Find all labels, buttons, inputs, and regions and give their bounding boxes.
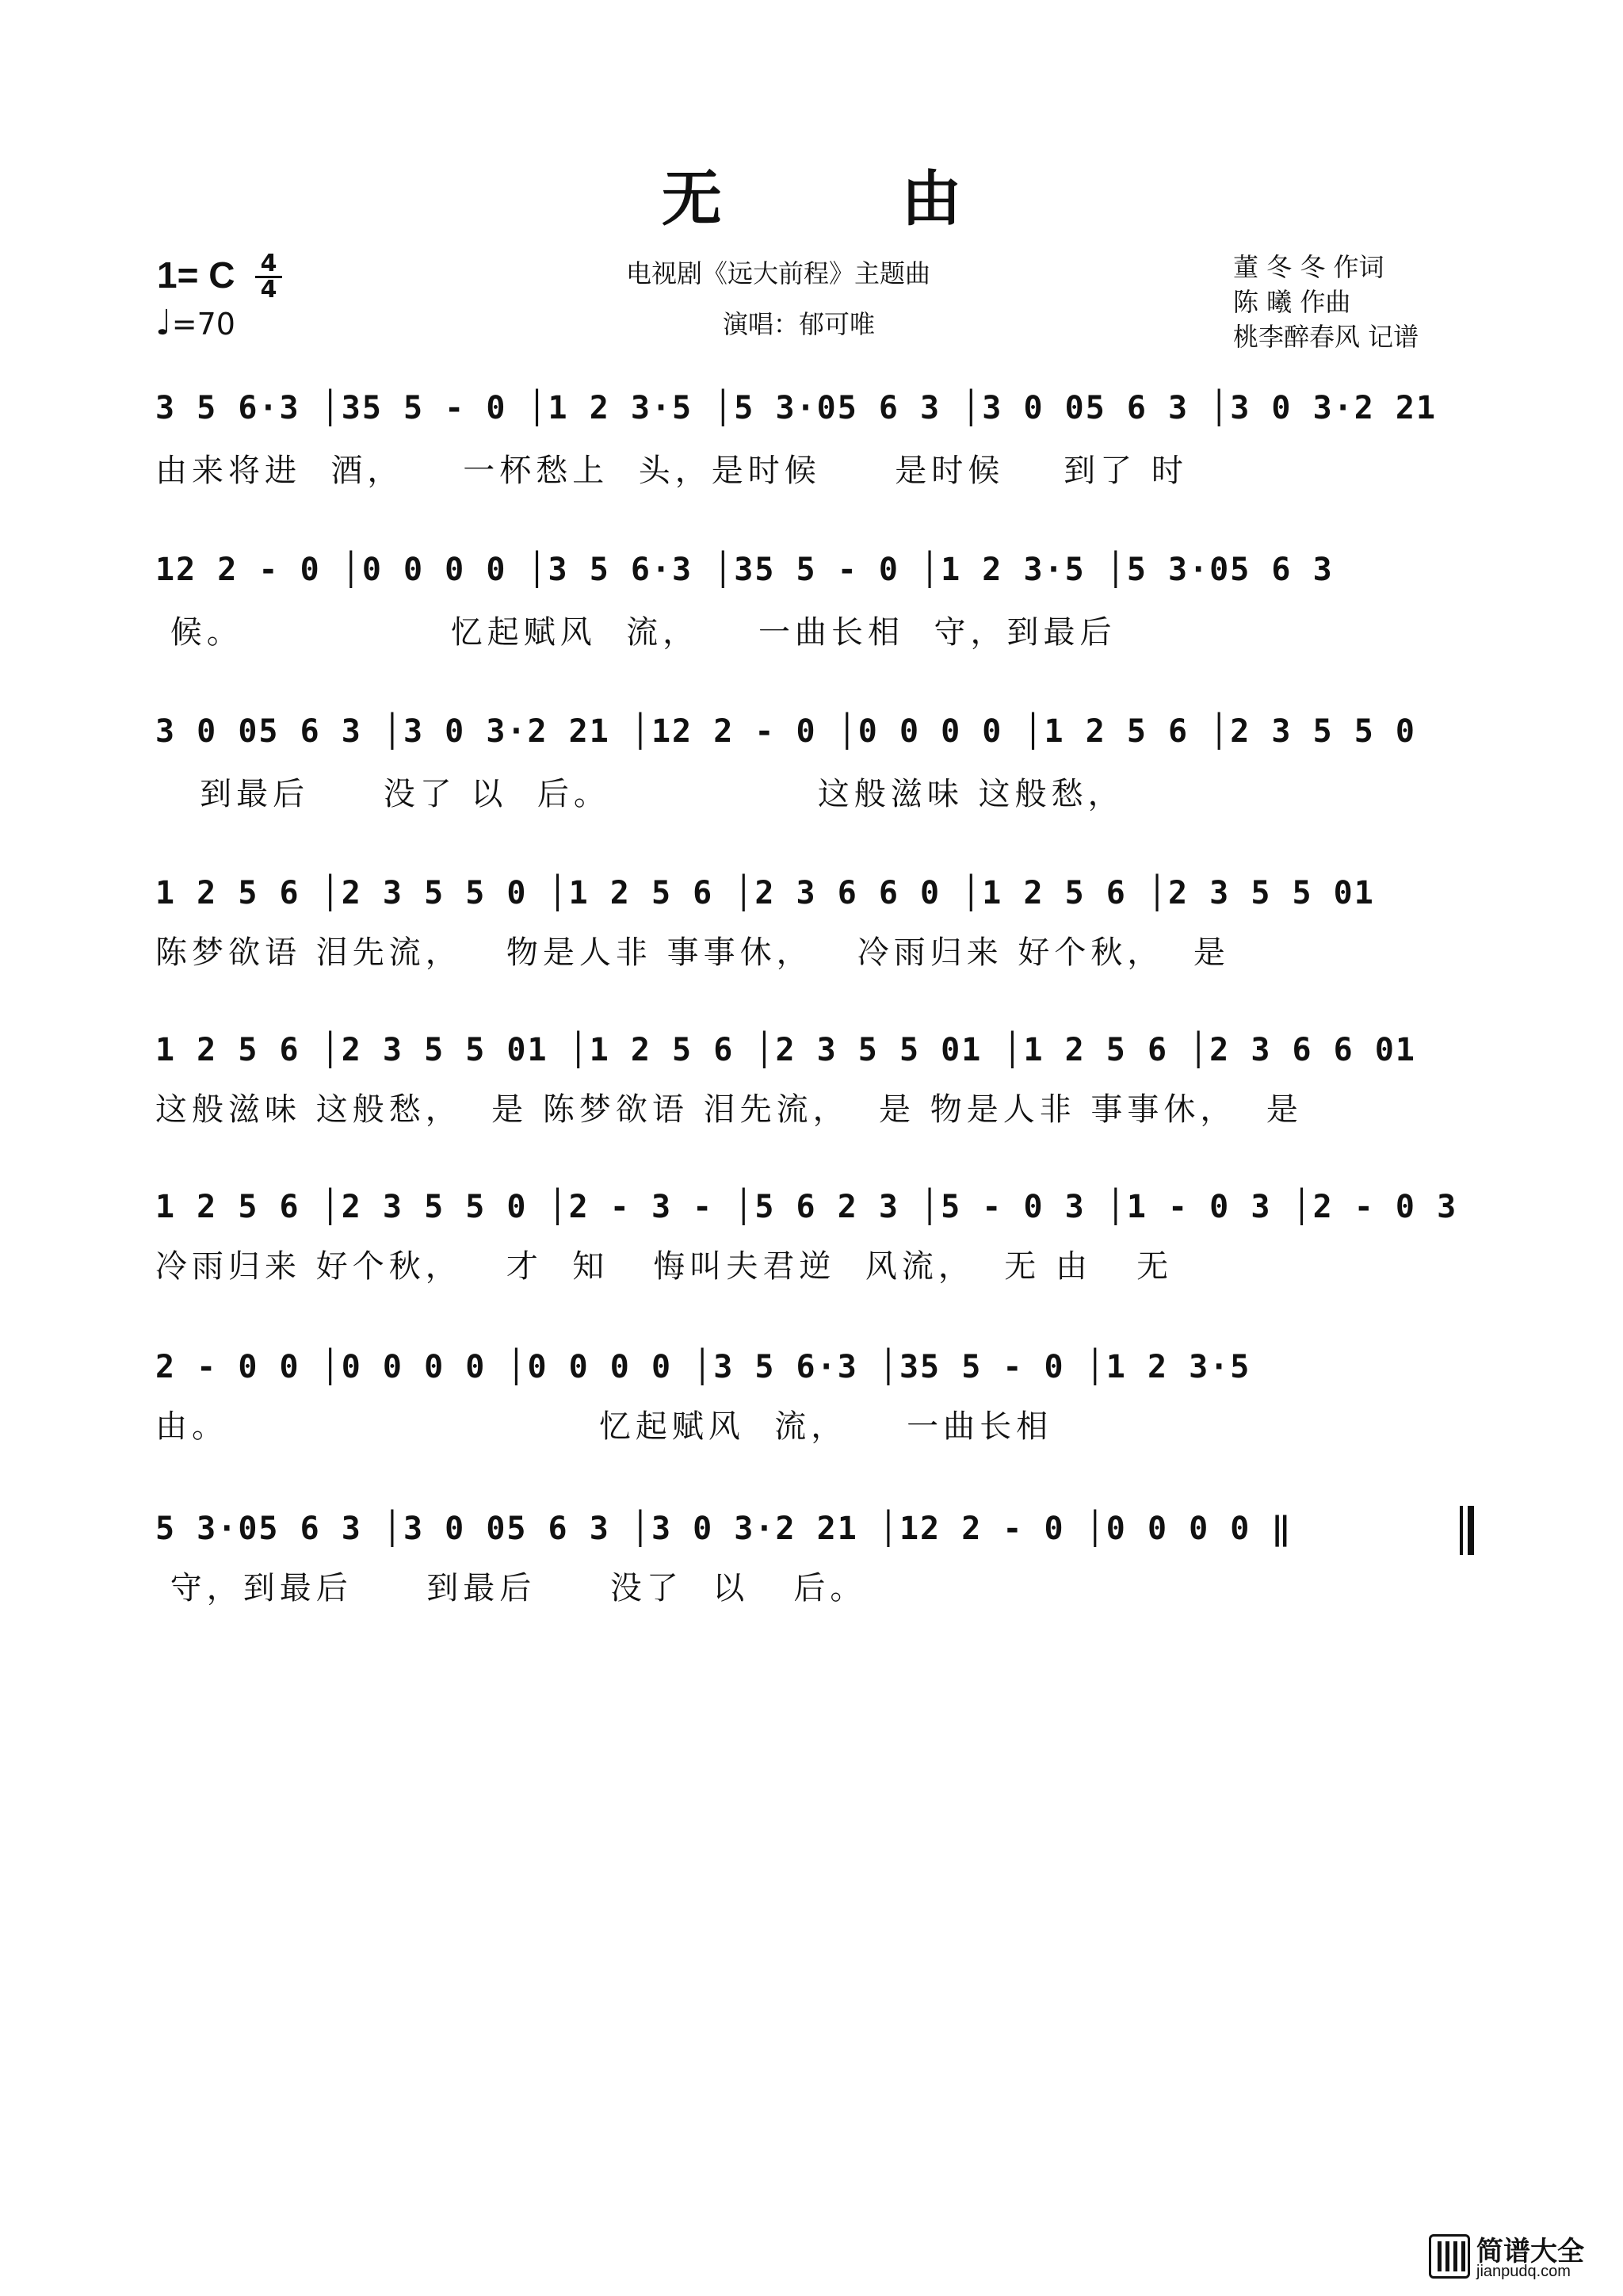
score-row-6-lyrics: 冷雨归来 好个秋， 才 知 悔叫夫君逆 风流， 无 由 无 — [155, 1248, 1174, 1285]
score-row-4-lyrics: 陈梦欲语 泪先流， 物是人非 事事休， 冷雨归来 好个秋， 是 — [155, 934, 1230, 971]
score-row-2-notes: 12 2 - 0 │0 0 0 0 │3 5 6·3 │35 5 - 0 │1 2 3·5 │5 3·05 6 3 — [155, 552, 1334, 588]
final-barline-thin — [1460, 1506, 1463, 1555]
credit-composer: 陈 曦 作曲 — [1233, 287, 1351, 317]
score-row-6-notes: 1 2 5 6 │2 3 5 5 0 │2 - 3 - │5 6 2 3 │5 - 0 3 │1 - 0 3 │2 - 0 3 — [155, 1189, 1458, 1225]
final-barline-thick — [1468, 1506, 1474, 1555]
score-row-5-lyrics: 这般滋味 这般愁， 是 陈梦欲语 泪先流， 是 物是人非 事事休， 是 — [155, 1091, 1303, 1128]
score-row-5-notes: 1 2 5 6 │2 3 5 5 01 │1 2 5 6 │2 3 5 5 01 │1 2 5 6 │2 3 6 6 01 — [155, 1032, 1417, 1068]
score-row-3-lyrics: 到最后 没了 以 后。 这般滋味 这般愁， — [155, 776, 1125, 812]
subtitle: 电视剧《远大前程》主题曲 — [626, 258, 931, 288]
score-row-1-notes: 3 5 6·3 │35 5 - 0 │1 2 3·5 │5 3·05 6 3 │3 0 05 6 3 │3 0 3·2 21 — [155, 390, 1438, 426]
key-signature: 1= C — [157, 254, 235, 296]
tempo-marking — [155, 303, 235, 343]
score-row-7-lyrics: 由。 忆起赋风 流， 一曲长相 — [155, 1408, 1053, 1445]
score-row-8-lyrics: 守，到最后 到最后 没了 以 后。 — [155, 1570, 867, 1606]
credit-transcriber: 桃李醉春风 记谱 — [1233, 322, 1419, 352]
site-logo — [1429, 2229, 1607, 2285]
song-title: 无 由 — [661, 163, 1041, 234]
piano-keys-icon — [1429, 2234, 1470, 2279]
time-signature — [255, 252, 282, 302]
time-signature-bottom: 4 — [260, 276, 277, 304]
score-row-2-lyrics: 候。 忆起赋风 流， 一曲长相 守，到最后 — [155, 614, 1117, 651]
time-signature-top: 4 — [260, 250, 277, 277]
score-row-8-notes: 5 3·05 6 3 │3 0 05 6 3 │3 0 3·2 21 │12 2 - 0 │0 0 0 0 ‖ — [155, 1511, 1293, 1547]
singer: 演唱：郁可唯 — [723, 309, 876, 339]
score-row-4-notes: 1 2 5 6 │2 3 5 5 0 │1 2 5 6 │2 3 6 6 0 │1 2 5 6 │2 3 5 5 01 — [155, 875, 1375, 911]
credit-lyricist: 董 冬 冬 作词 — [1233, 252, 1384, 282]
score-row-1-lyrics: 由来将进 酒， 一杯愁上 头，是时候 是时候 到了 时 — [155, 453, 1188, 489]
score-row-7-notes: 2 - 0 0 │0 0 0 0 │0 0 0 0 │3 5 6·3 │35 5 - 0 │1 2 3·5 — [155, 1349, 1251, 1385]
logo-url: jianpudq.com — [1476, 2263, 1571, 2280]
tempo-value: =70 — [171, 307, 235, 342]
logo-name: 简谱大全 — [1476, 2236, 1584, 2267]
score-row-3-notes: 3 0 05 6 3 │3 0 3·2 21 │12 2 - 0 │0 0 0 0 │1 2 5 6 │2 3 5 5 0 — [155, 713, 1417, 750]
quarter-note-icon: ♩ — [155, 303, 172, 343]
